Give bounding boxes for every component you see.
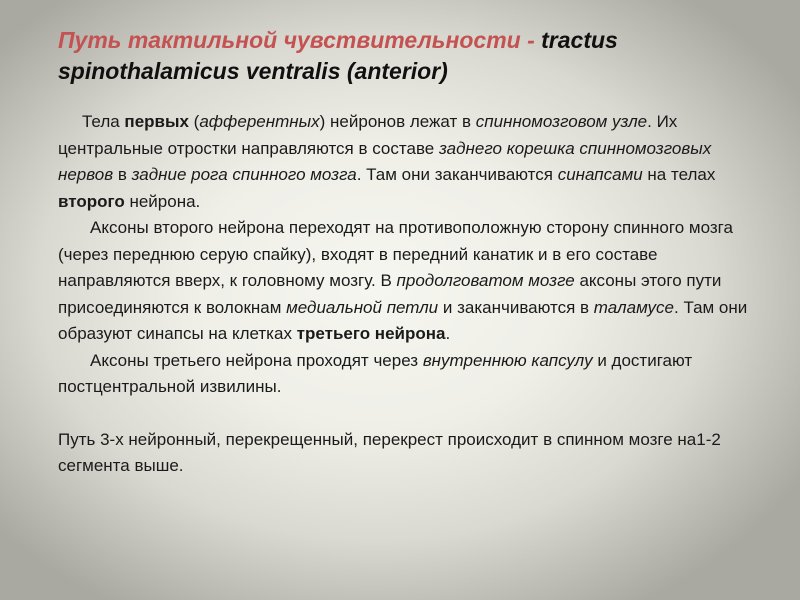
italic-term: продолговатом мозге (396, 271, 575, 290)
italic-term: синапсами (557, 165, 643, 184)
text-run: Аксоны третьего нейрона проходят через (90, 350, 423, 370)
text-run: на телах (642, 165, 716, 184)
text-run: ) нейронов лежат в (319, 112, 476, 131)
italic-term: заднего корешка спинномозговых нервов (58, 138, 712, 184)
title-russian: Путь тактильной чувствительности - (58, 27, 542, 53)
text-run: . Там они заканчиваются (356, 165, 558, 184)
bold-term: второго (58, 191, 125, 211)
text-run: Тела (82, 112, 125, 131)
italic-term: медиальной петли (286, 297, 439, 317)
text-run: нейрона. (124, 191, 201, 211)
italic-term: внутреннюю капсулу (422, 350, 593, 370)
italic-term: задние рога спинного мозга (131, 165, 357, 184)
text-run: и достигают постцентральной извилины. (58, 350, 693, 396)
italic-term: спинномозговом узле (475, 112, 648, 131)
italic-term: афферентных (199, 112, 320, 131)
title-latin: tractus spinothalamicus ventralis (anterior) (58, 27, 618, 84)
text-run: в (113, 165, 132, 184)
bold-term: первых (124, 112, 189, 131)
italic-term: таламусе (593, 297, 674, 317)
text-run: . Там они образуют синапсы на клетках (58, 297, 748, 343)
text-run: . (445, 324, 451, 343)
text-run: Аксоны второго нейрона переходят на противоположную сторону спинного мозга (через переднюю серую спайку), входят в передний канатик и в его составе направляются вверх, к головному мозгу. В (58, 218, 733, 290)
text-run: аксоны этого пути присоединяются к волокнам (58, 271, 722, 317)
paragraph-first-neuron (58, 109, 763, 215)
text-run: и заканчиваются в (438, 297, 594, 317)
text-run: ( (188, 112, 200, 131)
slide-title (58, 25, 778, 87)
text-run: . Их центральные отростки направляются в составе (58, 112, 678, 158)
paragraph-second-neuron (58, 215, 763, 348)
slide-body (58, 109, 763, 480)
paragraph-third-neuron (58, 348, 763, 401)
bold-term: третьего нейрона (296, 324, 446, 343)
paragraph-summary: Путь 3-х нейронный, перекрещенный, перекрест происходит в спинном мозге на1-2 сегмента выше. (58, 429, 721, 475)
